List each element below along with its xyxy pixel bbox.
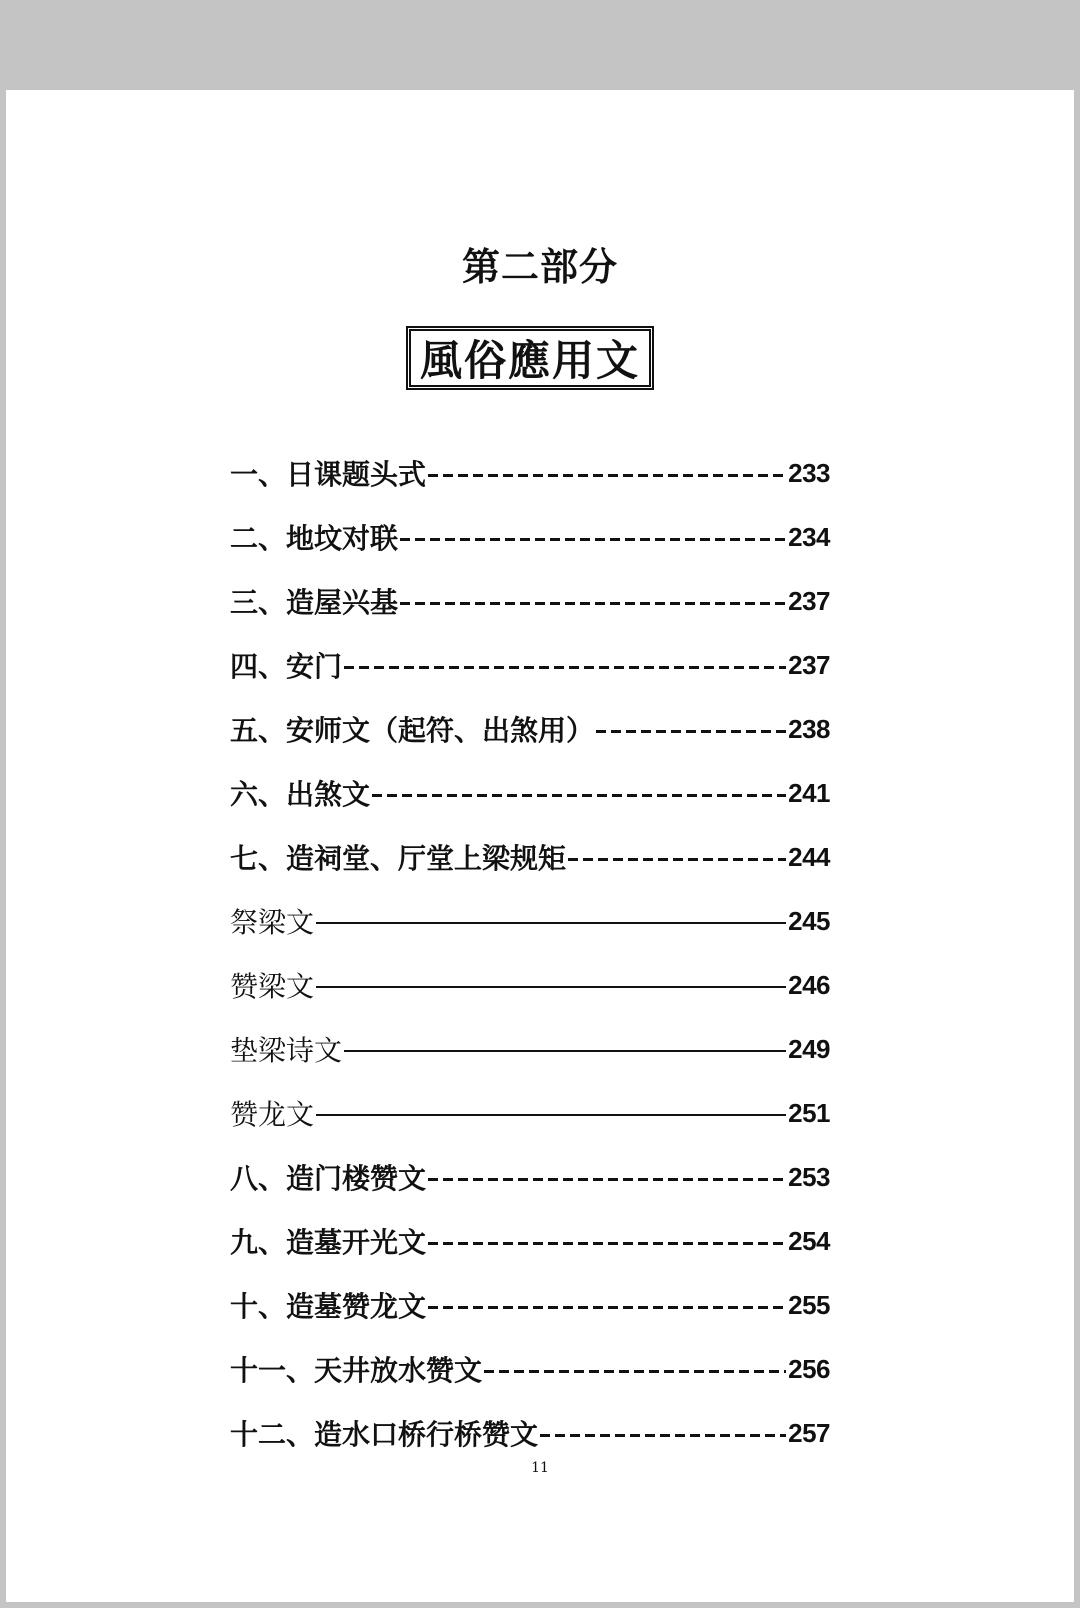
toc-entry-label: 一、日课题头式 bbox=[230, 458, 427, 491]
toc-entry-page: 237 bbox=[788, 585, 830, 616]
part-heading: 第二部分 bbox=[461, 245, 618, 289]
toc-entry-label: 十一、天井放水赞文 bbox=[230, 1354, 483, 1387]
toc-leader-dashes bbox=[428, 474, 786, 477]
toc-entry[interactable] bbox=[230, 576, 830, 626]
toc-entry[interactable] bbox=[230, 640, 830, 690]
toc-entry-page: 246 bbox=[788, 969, 830, 1000]
toc-leader-line bbox=[316, 1114, 786, 1116]
toc-leader-dashes bbox=[568, 858, 786, 861]
toc-subentry[interactable] bbox=[230, 896, 830, 946]
toc-subentry[interactable] bbox=[230, 960, 830, 1010]
toc-entry[interactable] bbox=[230, 1216, 830, 1266]
toc-subentry[interactable] bbox=[230, 1088, 830, 1138]
toc-entry-label: 七、造祠堂、厅堂上梁规矩 bbox=[230, 842, 567, 875]
toc-entry-label: 十二、造水口桥行桥赞文 bbox=[230, 1418, 539, 1451]
toc-entry-page: 234 bbox=[788, 521, 830, 552]
toc-entry-label: 祭梁文 bbox=[230, 906, 315, 939]
toc-leader-dashes bbox=[484, 1370, 786, 1373]
toc-entry-page: 238 bbox=[788, 713, 830, 744]
toc-entry-label: 五、安师文（起符、出煞用） bbox=[230, 714, 595, 747]
toc-leader-dashes bbox=[596, 730, 786, 733]
page-number: 11 bbox=[531, 1460, 549, 1476]
toc-leader-line bbox=[316, 986, 786, 988]
toc-entry-page: 253 bbox=[788, 1161, 830, 1192]
toc-entry-page: 256 bbox=[788, 1353, 830, 1384]
toc-entry-label: 赞梁文 bbox=[230, 970, 315, 1003]
toc-leader-dashes bbox=[428, 1306, 786, 1309]
toc-entry-label: 九、造墓开光文 bbox=[230, 1226, 427, 1259]
section-title-box: 風俗應用文 bbox=[406, 326, 654, 390]
toc-entry[interactable] bbox=[230, 704, 830, 754]
toc-entry-page: 237 bbox=[788, 649, 830, 680]
toc-entry[interactable] bbox=[230, 1344, 830, 1394]
toc-entry-page: 241 bbox=[788, 777, 830, 808]
toc-entry-page: 244 bbox=[788, 841, 830, 872]
toc-entry[interactable] bbox=[230, 512, 830, 562]
toc-entry[interactable] bbox=[230, 1280, 830, 1330]
toc-entry[interactable] bbox=[230, 768, 830, 818]
document-page bbox=[6, 90, 1074, 1602]
toc-subentry[interactable] bbox=[230, 1024, 830, 1074]
toc-entry-label: 八、造门楼赞文 bbox=[230, 1162, 427, 1195]
toc-leader-dashes bbox=[400, 538, 786, 541]
toc-entry-page: 245 bbox=[788, 905, 830, 936]
toc-leader-dashes bbox=[428, 1242, 786, 1245]
toc-entry-page: 233 bbox=[788, 457, 830, 488]
toc-entry-label: 四、安门 bbox=[230, 650, 343, 683]
toc-leader-dashes bbox=[428, 1178, 786, 1181]
toc-entry[interactable] bbox=[230, 1408, 830, 1458]
toc-entry[interactable] bbox=[230, 448, 830, 498]
toc-leader-dashes bbox=[344, 666, 786, 669]
toc-entry-label: 十、造墓赞龙文 bbox=[230, 1290, 427, 1323]
toc-entry[interactable] bbox=[230, 832, 830, 882]
toc-entry[interactable] bbox=[230, 1152, 830, 1202]
toc-entry-page: 255 bbox=[788, 1289, 830, 1320]
toc-entry-page: 254 bbox=[788, 1225, 830, 1256]
toc-entry-page: 251 bbox=[788, 1097, 830, 1128]
toc-entry-label: 二、地坟对联 bbox=[230, 522, 399, 555]
toc-entry-label: 垫梁诗文 bbox=[230, 1034, 343, 1067]
toc-entry-label: 三、造屋兴基 bbox=[230, 586, 399, 619]
toc-entry-label: 赞龙文 bbox=[230, 1098, 315, 1131]
toc-entry-page: 257 bbox=[788, 1417, 830, 1448]
toc-leader-line bbox=[316, 922, 786, 924]
toc-leader-dashes bbox=[540, 1434, 786, 1437]
toc-entry-label: 六、出煞文 bbox=[230, 778, 371, 811]
toc-leader-dashes bbox=[400, 602, 786, 605]
toc-entry-page: 249 bbox=[788, 1033, 830, 1064]
toc-leader-dashes bbox=[372, 794, 786, 797]
toc-leader-line bbox=[344, 1050, 786, 1052]
